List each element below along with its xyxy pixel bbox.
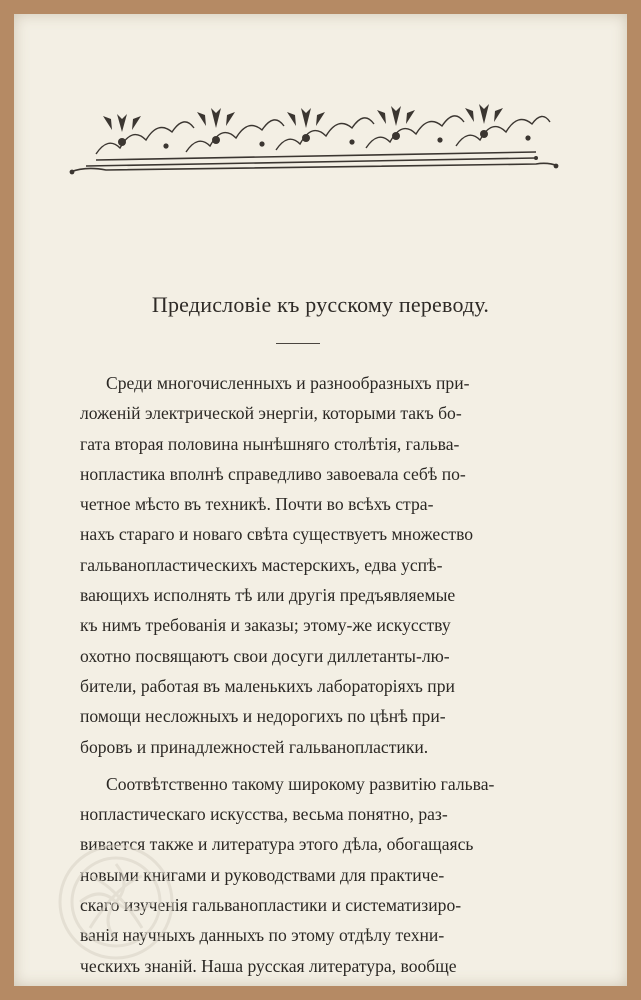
- text-line: нопластическаго искусства, весьма понятно, раз-: [80, 804, 448, 825]
- page-title: Предисловіе къ русскому переводу.: [151, 292, 490, 317]
- text-line: гальванопластическихъ мастерскихъ, едва успѣ-: [80, 554, 443, 575]
- text-line: къ нимъ требованія и заказы; этому-же искусству: [80, 615, 451, 636]
- text-line: гата вторая половина нынѣшняго столѣтія, гальва-: [80, 433, 460, 454]
- text-line: бители, работая въ маленькихъ лабораторіяхъ при: [80, 675, 455, 696]
- text-line: вающихъ исполнять тѣ или другія предъявляемые: [80, 585, 456, 606]
- text-line: Среди многочисленныхъ и разнообразныхъ при-: [106, 373, 470, 393]
- text-line: скаго изученія гальванопластики и систематизиро-: [80, 895, 462, 916]
- paragraph-gap: [80, 762, 560, 769]
- text-line: нахъ стараго и новаго свѣта существуетъ множество: [80, 524, 474, 545]
- text-line: новыми книгами и руководствами для практиче-: [80, 864, 445, 885]
- text-line: ложеній электрической энергіи, которыми такъ бо-: [80, 403, 462, 424]
- text-line: помощи несложныхъ и недорогихъ по цѣнѣ при-: [80, 706, 446, 727]
- decorative-headpiece-ornament: [66, 100, 562, 180]
- text-line: Соотвѣтственно такому широкому развитію гальва-: [106, 773, 495, 794]
- title-divider: [276, 343, 320, 344]
- text-line: вивается также и литература этого дѣла, обогащаясь: [80, 834, 474, 855]
- text-line: боровъ и принадлежностей гальванопластики.: [80, 736, 429, 757]
- text-line: охотно посвящаютъ свои досуги диллетанты-лю-: [80, 645, 450, 666]
- text-line: ческихъ знаній. Наша русская литература, вообще: [80, 955, 457, 976]
- library-seal-stamp: [54, 840, 178, 964]
- text-line: ванія научныхъ данныхъ по этому отдѣлу техни-: [80, 925, 445, 946]
- book-page: [14, 14, 627, 986]
- text-line: нопластика вполнѣ справедливо завоевала себѣ по-: [80, 463, 466, 484]
- text-line: четное мѣсто въ техникѣ. Почти во всѣхъ стра-: [80, 494, 434, 515]
